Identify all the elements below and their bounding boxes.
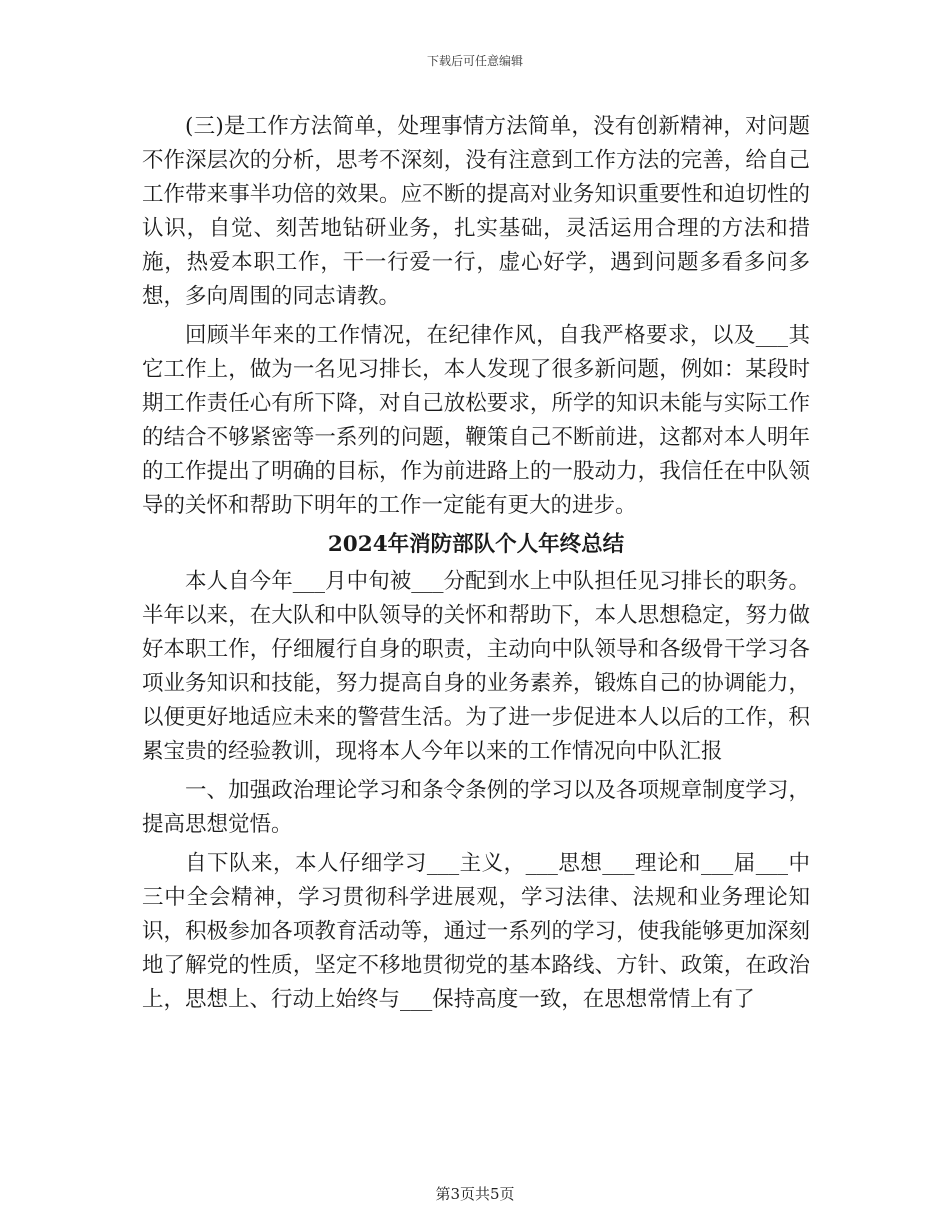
document-body [142, 110, 810, 1022]
paragraph-heading-one: 一、加强政治理论学习和条令条例的学习以及各项规章制度学习，提高思想觉悟。 [142, 778, 810, 837]
paragraph-intro: 本人自今年___月中旬被___分配到水上中队担任见习排长的职务。半年以来，在大队和中队领导的关怀和帮助下，本人思想稳定，努力做好本职工作，仔细履行自身的职责，主动向中队领导和各级骨干学习各项业务知识和技能，努力提高自身的业务素养，锻炼自己的协调能力，以便更好地适应未来的警营生活。为了进一步促进本人以后的工作，积累宝贵的经验教训，现将本人今年以来的工作情况向中队汇报 [142, 569, 810, 764]
page-header: 下载后可任意编辑 [426, 54, 523, 68]
paragraph-method: (三)是工作方法简单，处理事情方法简单，没有创新精神，对问题不作深层次的分析，思考不深刻，没有注意到工作方法的完善，给自己工作带来事半功倍的效果。应不断的提高对业务知识重要性和迫切性的认识，自觉、刻苦地钻研业务，扎实基础，灵活运用合理的方法和措施，热爱本职工作，干一行爱一行，虚心好学，遇到问题多看多问多想，多向周围的同志请教。 [142, 114, 810, 309]
paragraph-review: 回顾半年来的工作情况，在纪律作风，自我严格要求，以及___其它工作上，做为一名见习排长，本人发现了很多新问题，例如：某段时期工作责任心有所下降，对自己放松要求，所学的知识未能与实际工作的结合不够紧密等一系列的问题，鞭策自己不断前进，这都对本人明年的工作提出了明确的目标，作为前进路上的一股动力，我信任在中队领导的关怀和帮助下明年的工作一定能有更大的进步。 [142, 323, 810, 518]
section-title: 2024年消防部队个人年终总结 [327, 532, 625, 557]
paragraph-study: 自下队来，本人仔细学习___主义，___思想___理论和___届___中三中全会精神，学习贯彻科学进展观，学习法律、法规和业务理论知识，积极参加各项教育活动等，通过一系列的学习，使我能够更加深刻地了解党的性质，坚定不移地贯彻党的基本路线、方针、政策，在政治上，思想上、行动上始终与___保持高度一致，在思想常情上有了 [142, 851, 810, 1012]
page-footer: 第3页共5页 [435, 1185, 515, 1203]
